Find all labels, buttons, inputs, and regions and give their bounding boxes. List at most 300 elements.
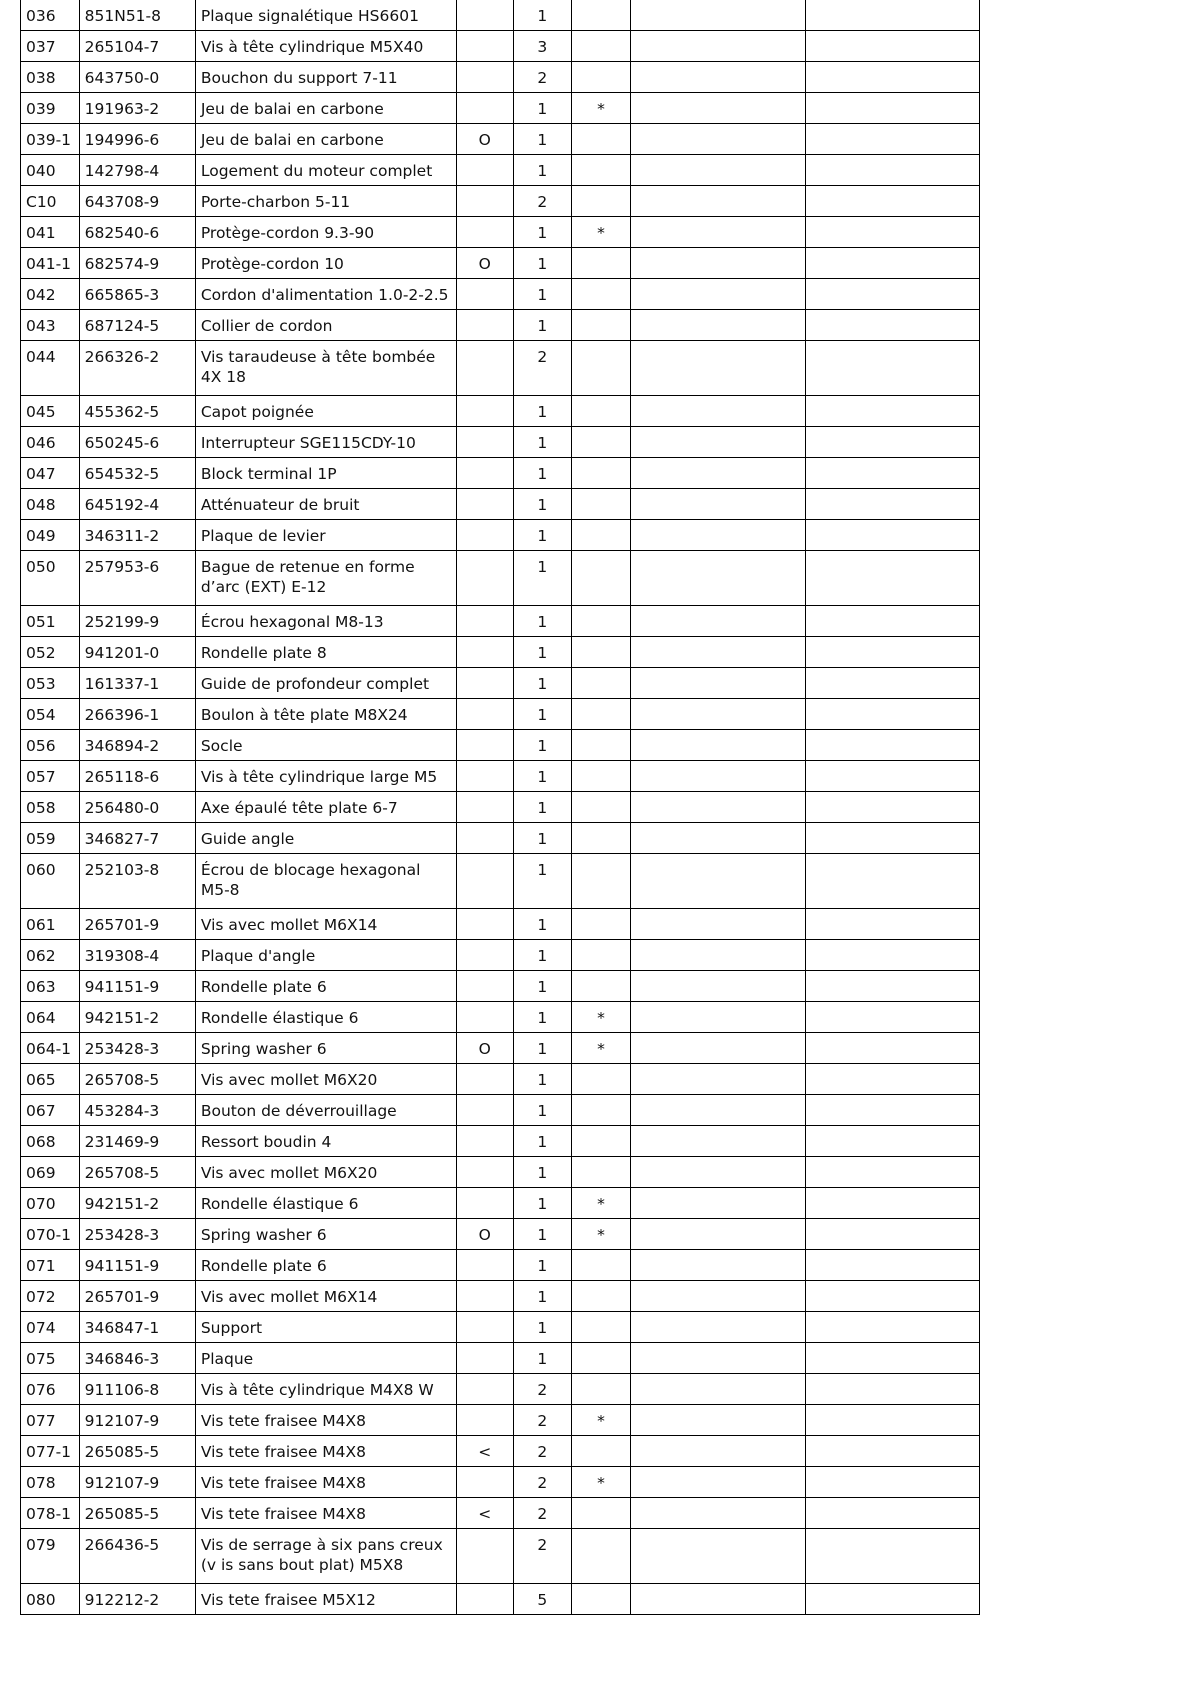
option-mark xyxy=(456,1467,514,1498)
blank-cell xyxy=(806,1529,980,1584)
blank-cell xyxy=(806,909,980,940)
table-row xyxy=(21,940,980,971)
blank-cell xyxy=(631,1250,806,1281)
item-number: 077 xyxy=(21,1405,80,1436)
item-number: 065 xyxy=(21,1064,80,1095)
option-mark xyxy=(456,1343,514,1374)
quantity: 2 xyxy=(514,62,572,93)
note-mark xyxy=(571,1095,631,1126)
note-mark: * xyxy=(571,1002,631,1033)
quantity: 1 xyxy=(514,971,572,1002)
blank-cell xyxy=(806,1405,980,1436)
item-number: 067 xyxy=(21,1095,80,1126)
blank-cell xyxy=(631,1343,806,1374)
option-mark xyxy=(456,909,514,940)
part-description: Capot poignée xyxy=(195,396,456,427)
blank-cell xyxy=(806,0,980,31)
item-number: 039-1 xyxy=(21,124,80,155)
item-number: 039 xyxy=(21,93,80,124)
blank-cell xyxy=(806,792,980,823)
quantity: 1 xyxy=(514,761,572,792)
quantity: 1 xyxy=(514,1281,572,1312)
quantity: 1 xyxy=(514,637,572,668)
table-row xyxy=(21,93,980,124)
blank-cell xyxy=(806,248,980,279)
item-number: 053 xyxy=(21,668,80,699)
note-mark xyxy=(571,31,631,62)
part-description: Vis tete fraisee M4X8 xyxy=(195,1436,456,1467)
table-row xyxy=(21,186,980,217)
table-row xyxy=(21,668,980,699)
blank-cell xyxy=(631,1095,806,1126)
part-description: Plaque signalétique HS6601 xyxy=(195,0,456,31)
part-description: Vis tete fraisee M4X8 xyxy=(195,1467,456,1498)
note-mark: * xyxy=(571,1188,631,1219)
blank-cell xyxy=(806,823,980,854)
item-number: 050 xyxy=(21,551,80,606)
item-number: 063 xyxy=(21,971,80,1002)
blank-cell xyxy=(806,1157,980,1188)
table-row xyxy=(21,1312,980,1343)
note-mark xyxy=(571,699,631,730)
item-number: 048 xyxy=(21,489,80,520)
note-mark xyxy=(571,520,631,551)
item-number: 056 xyxy=(21,730,80,761)
quantity: 1 xyxy=(514,1188,572,1219)
blank-cell xyxy=(631,606,806,637)
quantity: 2 xyxy=(514,1405,572,1436)
blank-cell xyxy=(806,310,980,341)
note-mark xyxy=(571,1281,631,1312)
note-mark xyxy=(571,62,631,93)
blank-cell xyxy=(806,155,980,186)
blank-cell xyxy=(631,823,806,854)
part-description: Vis avec mollet M6X20 xyxy=(195,1157,456,1188)
quantity: 1 xyxy=(514,1250,572,1281)
blank-cell xyxy=(631,1374,806,1405)
quantity: 1 xyxy=(514,854,572,909)
part-description: Rondelle plate 8 xyxy=(195,637,456,668)
item-number: 042 xyxy=(21,279,80,310)
part-description: Vis taraudeuse à tête bombée 4X 18 xyxy=(195,341,456,396)
quantity: 1 xyxy=(514,1343,572,1374)
part-number: 682574-9 xyxy=(79,248,195,279)
part-number: 650245-6 xyxy=(79,427,195,458)
blank-cell xyxy=(806,551,980,606)
blank-cell xyxy=(631,248,806,279)
part-description: Block terminal 1P xyxy=(195,458,456,489)
option-mark xyxy=(456,637,514,668)
note-mark: * xyxy=(571,1467,631,1498)
note-mark xyxy=(571,1250,631,1281)
part-description: Rondelle plate 6 xyxy=(195,1250,456,1281)
part-number: 265085-5 xyxy=(79,1498,195,1529)
item-number: 070 xyxy=(21,1188,80,1219)
note-mark xyxy=(571,1064,631,1095)
blank-cell xyxy=(806,1126,980,1157)
table-row xyxy=(21,971,980,1002)
option-mark xyxy=(456,310,514,341)
table-row xyxy=(21,248,980,279)
item-number: 061 xyxy=(21,909,80,940)
part-number: 346847-1 xyxy=(79,1312,195,1343)
table-row xyxy=(21,1219,980,1250)
part-number: 266396-1 xyxy=(79,699,195,730)
blank-cell xyxy=(631,1002,806,1033)
blank-cell xyxy=(806,1281,980,1312)
part-description: Vis tete fraisee M4X8 xyxy=(195,1498,456,1529)
blank-cell xyxy=(631,1405,806,1436)
option-mark xyxy=(456,668,514,699)
part-description: Bouton de déverrouillage xyxy=(195,1095,456,1126)
part-description: Guide de profondeur complet xyxy=(195,668,456,699)
part-number: 645192-4 xyxy=(79,489,195,520)
option-mark xyxy=(456,854,514,909)
table-row xyxy=(21,761,980,792)
part-number: 453284-3 xyxy=(79,1095,195,1126)
table-row xyxy=(21,1436,980,1467)
blank-cell xyxy=(631,1157,806,1188)
blank-cell xyxy=(806,854,980,909)
part-description: Guide angle xyxy=(195,823,456,854)
blank-cell xyxy=(806,520,980,551)
table-row xyxy=(21,1529,980,1584)
option-mark xyxy=(456,699,514,730)
quantity: 1 xyxy=(514,489,572,520)
quantity: 3 xyxy=(514,31,572,62)
table-row xyxy=(21,909,980,940)
blank-cell xyxy=(806,606,980,637)
part-number: 912212-2 xyxy=(79,1584,195,1615)
note-mark xyxy=(571,551,631,606)
part-description: Socle xyxy=(195,730,456,761)
part-number: 252103-8 xyxy=(79,854,195,909)
note-mark xyxy=(571,248,631,279)
quantity: 1 xyxy=(514,668,572,699)
item-number: 046 xyxy=(21,427,80,458)
blank-cell xyxy=(631,1188,806,1219)
part-number: 654532-5 xyxy=(79,458,195,489)
blank-cell xyxy=(631,341,806,396)
note-mark xyxy=(571,427,631,458)
blank-cell xyxy=(806,31,980,62)
part-description: Plaque d'angle xyxy=(195,940,456,971)
part-number: 346311-2 xyxy=(79,520,195,551)
blank-cell xyxy=(806,93,980,124)
blank-cell xyxy=(631,310,806,341)
item-number: 036 xyxy=(21,0,80,31)
option-mark: O xyxy=(456,124,514,155)
option-mark xyxy=(456,155,514,186)
table-row xyxy=(21,1374,980,1405)
note-mark xyxy=(571,396,631,427)
blank-cell xyxy=(806,1064,980,1095)
item-number: 060 xyxy=(21,854,80,909)
quantity: 1 xyxy=(514,606,572,637)
table-row xyxy=(21,427,980,458)
parts-list-sheet xyxy=(20,0,980,1615)
blank-cell xyxy=(631,458,806,489)
table-row xyxy=(21,1343,980,1374)
option-mark xyxy=(456,427,514,458)
blank-cell xyxy=(631,520,806,551)
blank-cell xyxy=(631,551,806,606)
table-row xyxy=(21,124,980,155)
blank-cell xyxy=(806,1343,980,1374)
blank-cell xyxy=(631,1126,806,1157)
option-mark xyxy=(456,93,514,124)
item-number: 071 xyxy=(21,1250,80,1281)
blank-cell xyxy=(806,124,980,155)
table-row xyxy=(21,730,980,761)
blank-cell xyxy=(631,217,806,248)
option-mark xyxy=(456,1250,514,1281)
quantity: 1 xyxy=(514,1064,572,1095)
part-description: Rondelle élastique 6 xyxy=(195,1188,456,1219)
blank-cell xyxy=(631,1219,806,1250)
note-mark xyxy=(571,971,631,1002)
quantity: 1 xyxy=(514,823,572,854)
option-mark xyxy=(456,1064,514,1095)
part-description: Bouchon du support 7-11 xyxy=(195,62,456,93)
note-mark xyxy=(571,823,631,854)
blank-cell xyxy=(631,31,806,62)
table-row xyxy=(21,0,980,31)
item-number: 038 xyxy=(21,62,80,93)
table-row xyxy=(21,1002,980,1033)
part-description: Vis à tête cylindrique large M5 xyxy=(195,761,456,792)
table-row xyxy=(21,1126,980,1157)
table-row xyxy=(21,606,980,637)
note-mark xyxy=(571,1126,631,1157)
option-mark: < xyxy=(456,1498,514,1529)
note-mark: * xyxy=(571,1405,631,1436)
part-number: 851N51-8 xyxy=(79,0,195,31)
part-description: Rondelle plate 6 xyxy=(195,971,456,1002)
note-mark xyxy=(571,730,631,761)
quantity: 1 xyxy=(514,310,572,341)
note-mark xyxy=(571,0,631,31)
option-mark xyxy=(456,940,514,971)
note-mark xyxy=(571,310,631,341)
option-mark xyxy=(456,186,514,217)
item-number: 047 xyxy=(21,458,80,489)
part-description: Vis à tête cylindrique M5X40 xyxy=(195,31,456,62)
part-number: 265104-7 xyxy=(79,31,195,62)
option-mark xyxy=(456,823,514,854)
part-number: 941151-9 xyxy=(79,971,195,1002)
note-mark xyxy=(571,1529,631,1584)
option-mark xyxy=(456,1374,514,1405)
quantity: 1 xyxy=(514,458,572,489)
blank-cell xyxy=(806,1498,980,1529)
part-number: 266326-2 xyxy=(79,341,195,396)
table-row xyxy=(21,1405,980,1436)
item-number: 037 xyxy=(21,31,80,62)
blank-cell xyxy=(631,155,806,186)
option-mark xyxy=(456,489,514,520)
blank-cell xyxy=(806,1033,980,1064)
table-row xyxy=(21,1064,980,1095)
note-mark xyxy=(571,909,631,940)
blank-cell xyxy=(806,217,980,248)
part-number: 687124-5 xyxy=(79,310,195,341)
part-description: Écrou de blocage hexagonal M5-8 xyxy=(195,854,456,909)
part-description: Interrupteur SGE115CDY-10 xyxy=(195,427,456,458)
option-mark xyxy=(456,1312,514,1343)
quantity: 1 xyxy=(514,155,572,186)
table-row xyxy=(21,310,980,341)
option-mark xyxy=(456,279,514,310)
quantity: 1 xyxy=(514,1033,572,1064)
option-mark xyxy=(456,1002,514,1033)
quantity: 1 xyxy=(514,217,572,248)
blank-cell xyxy=(631,940,806,971)
item-number: 070-1 xyxy=(21,1219,80,1250)
item-number: 062 xyxy=(21,940,80,971)
blank-cell xyxy=(631,1467,806,1498)
part-description: Jeu de balai en carbone xyxy=(195,124,456,155)
blank-cell xyxy=(631,489,806,520)
quantity: 1 xyxy=(514,1157,572,1188)
parts-table-body xyxy=(21,0,980,1615)
option-mark xyxy=(456,520,514,551)
item-number: 049 xyxy=(21,520,80,551)
item-number: 044 xyxy=(21,341,80,396)
quantity: 1 xyxy=(514,279,572,310)
part-number: 142798-4 xyxy=(79,155,195,186)
part-description: Vis de serrage à six pans creux (v is sans bout plat) M5X8 xyxy=(195,1529,456,1584)
item-number: 058 xyxy=(21,792,80,823)
item-number: 077-1 xyxy=(21,1436,80,1467)
part-number: 912107-9 xyxy=(79,1467,195,1498)
blank-cell xyxy=(806,1250,980,1281)
option-mark xyxy=(456,341,514,396)
note-mark: * xyxy=(571,217,631,248)
table-row xyxy=(21,217,980,248)
part-number: 253428-3 xyxy=(79,1033,195,1064)
part-number: 265701-9 xyxy=(79,1281,195,1312)
blank-cell xyxy=(806,186,980,217)
quantity: 1 xyxy=(514,0,572,31)
blank-cell xyxy=(806,1374,980,1405)
note-mark xyxy=(571,279,631,310)
quantity: 1 xyxy=(514,427,572,458)
parts-table xyxy=(20,0,980,1615)
item-number: 059 xyxy=(21,823,80,854)
option-mark xyxy=(456,1584,514,1615)
blank-cell xyxy=(631,93,806,124)
part-description: Ressort boudin 4 xyxy=(195,1126,456,1157)
option-mark xyxy=(456,1529,514,1584)
item-number: 080 xyxy=(21,1584,80,1615)
note-mark xyxy=(571,489,631,520)
blank-cell xyxy=(631,1436,806,1467)
option-mark xyxy=(456,606,514,637)
part-description: Rondelle élastique 6 xyxy=(195,1002,456,1033)
part-number: 682540-6 xyxy=(79,217,195,248)
blank-cell xyxy=(806,427,980,458)
item-number: 052 xyxy=(21,637,80,668)
blank-cell xyxy=(631,1281,806,1312)
part-description: Spring washer 6 xyxy=(195,1219,456,1250)
item-number: 072 xyxy=(21,1281,80,1312)
blank-cell xyxy=(806,62,980,93)
option-mark xyxy=(456,551,514,606)
part-description: Axe épaulé tête plate 6-7 xyxy=(195,792,456,823)
part-number: 265701-9 xyxy=(79,909,195,940)
part-number: 643708-9 xyxy=(79,186,195,217)
part-number: 265708-5 xyxy=(79,1064,195,1095)
option-mark xyxy=(456,1281,514,1312)
part-number: 256480-0 xyxy=(79,792,195,823)
part-description: Atténuateur de bruit xyxy=(195,489,456,520)
blank-cell xyxy=(631,1529,806,1584)
item-number: 078-1 xyxy=(21,1498,80,1529)
table-row xyxy=(21,1467,980,1498)
blank-cell xyxy=(806,396,980,427)
item-number: 064 xyxy=(21,1002,80,1033)
blank-cell xyxy=(806,1188,980,1219)
blank-cell xyxy=(631,909,806,940)
blank-cell xyxy=(631,396,806,427)
part-number: 257953-6 xyxy=(79,551,195,606)
blank-cell xyxy=(631,668,806,699)
blank-cell xyxy=(806,1312,980,1343)
table-row xyxy=(21,396,980,427)
part-description: Logement du moteur complet xyxy=(195,155,456,186)
item-number: 074 xyxy=(21,1312,80,1343)
option-mark xyxy=(456,0,514,31)
part-number: 265708-5 xyxy=(79,1157,195,1188)
blank-cell xyxy=(631,0,806,31)
item-number: 051 xyxy=(21,606,80,637)
item-number: 041 xyxy=(21,217,80,248)
part-description: Vis avec mollet M6X14 xyxy=(195,909,456,940)
blank-cell xyxy=(631,971,806,1002)
option-mark xyxy=(456,217,514,248)
blank-cell xyxy=(631,1033,806,1064)
table-row xyxy=(21,1584,980,1615)
part-number: 346894-2 xyxy=(79,730,195,761)
blank-cell xyxy=(806,458,980,489)
part-description: Boulon à tête plate M8X24 xyxy=(195,699,456,730)
part-description: Cordon d'alimentation 1.0-2-2.5 xyxy=(195,279,456,310)
blank-cell xyxy=(806,1467,980,1498)
option-mark xyxy=(456,1157,514,1188)
blank-cell xyxy=(806,1219,980,1250)
blank-cell xyxy=(806,341,980,396)
part-description: Jeu de balai en carbone xyxy=(195,93,456,124)
part-description: Spring washer 6 xyxy=(195,1033,456,1064)
blank-cell xyxy=(806,1436,980,1467)
part-number: 161337-1 xyxy=(79,668,195,699)
item-number: 045 xyxy=(21,396,80,427)
quantity: 2 xyxy=(514,1436,572,1467)
part-description: Protège-cordon 9.3-90 xyxy=(195,217,456,248)
note-mark: * xyxy=(571,1219,631,1250)
blank-cell xyxy=(631,792,806,823)
part-description: Plaque xyxy=(195,1343,456,1374)
option-mark xyxy=(456,792,514,823)
blank-cell xyxy=(631,1584,806,1615)
blank-cell xyxy=(806,279,980,310)
note-mark xyxy=(571,1312,631,1343)
part-number: 911106-8 xyxy=(79,1374,195,1405)
part-number: 265085-5 xyxy=(79,1436,195,1467)
note-mark xyxy=(571,1436,631,1467)
part-description: Bague de retenue en forme d’arc (EXT) E-12 xyxy=(195,551,456,606)
